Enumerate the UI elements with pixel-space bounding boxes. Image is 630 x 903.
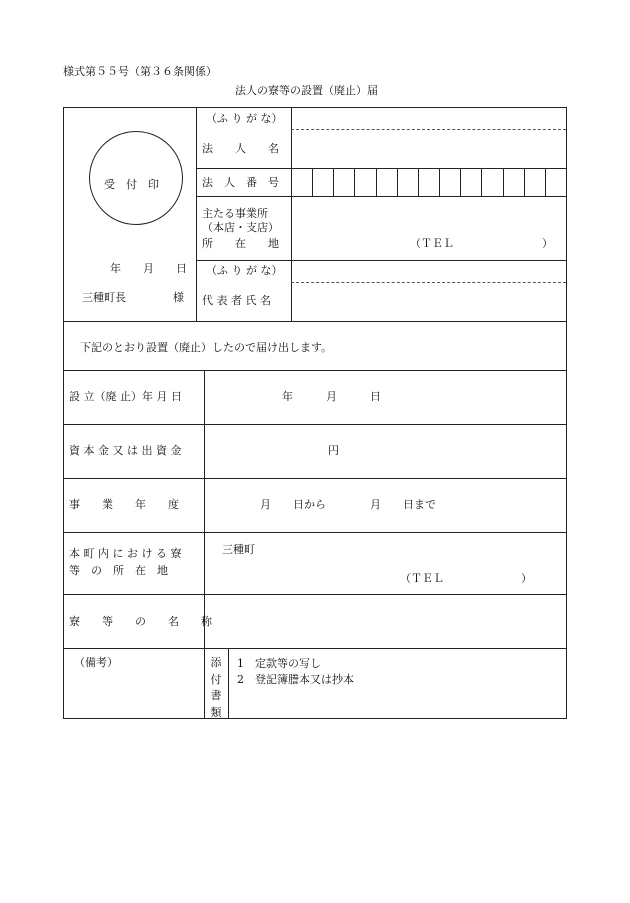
divider-lower (204, 370, 205, 719)
attach-char: 類 (210, 705, 222, 719)
row-line-corpname (196, 168, 567, 169)
corp-number-cell-divider (439, 168, 440, 196)
location-label-line2: 等 の 所 在 地 (69, 564, 168, 577)
est-date-value: 年 月 日 (282, 390, 381, 403)
furigana-divider-1 (291, 129, 566, 130)
row-line-fiscal (63, 532, 567, 533)
row-line-notice-top (63, 321, 567, 322)
office-label-line1: 主たる事業所 (202, 207, 268, 220)
attachment-heading (209, 655, 223, 721)
dorm-name-label: 寮 等 の 名 称 (69, 615, 212, 628)
attachment-item-2: 2 登記簿謄本又は抄本 (237, 673, 354, 686)
location-label-line1: 本 町 内 に お け る 寮 (69, 547, 182, 560)
furigana-label-rep: （ふ り が な） (206, 264, 283, 277)
row-line-est (63, 424, 567, 425)
attach-char: 付 (210, 672, 222, 686)
row-line-location (63, 594, 567, 595)
corp-number-cell-divider (397, 168, 398, 196)
row-line-notice-bottom (63, 370, 567, 371)
furigana-label-corp: （ふ り が な） (206, 112, 283, 125)
recipient-honorific: 様 (173, 291, 184, 304)
corp-number-cell-divider (545, 168, 546, 196)
location-town: 三種町 (222, 543, 255, 556)
attach-char: 添 (210, 656, 222, 669)
est-date-label: 設 立（廃 止）年 月 日 (69, 390, 182, 403)
divider-label-upper (291, 107, 292, 321)
attach-char: 書 (210, 689, 222, 702)
corp-number-cell-divider (376, 168, 377, 196)
form-title: 法人の寮等の設置（廃止）届 (235, 84, 378, 97)
row-line-corpnum (196, 196, 567, 197)
date-label: 年 月 日 (110, 262, 187, 275)
corp-number-cell-divider (503, 168, 504, 196)
recipient-name: 三種町長 (82, 291, 126, 304)
row-line-office (196, 260, 567, 261)
rep-name-label: 代 表 者 氏 名 (202, 294, 271, 307)
corp-number-cell-divider (460, 168, 461, 196)
corp-name-label: 法 人 名 (202, 142, 279, 155)
fiscal-value: 月 日から 月 日まで (260, 498, 436, 511)
row-line-capital (63, 478, 567, 479)
row-line-dormname (63, 648, 567, 649)
notice-text: 下記のとおり設置（廃止）したので届け出します。 (80, 341, 333, 354)
capital-label: 資 本 金 又 は 出 資 金 (69, 444, 182, 457)
remarks-label: （備考） (74, 656, 118, 669)
attachment-item-1: 1 定款等の写し (237, 657, 321, 670)
corp-number-cell-divider (312, 168, 313, 196)
form-number: 様式第５５号（第３６条関係） (63, 65, 217, 78)
corp-number-cell-divider (354, 168, 355, 196)
office-label-line2: （本店・支店） (202, 221, 279, 234)
location-tel: （ＴＥＬ ） (400, 572, 532, 585)
corp-number-label: 法 人 番 号 (202, 176, 279, 189)
office-label-line3: 所 在 地 (202, 237, 279, 250)
office-tel: （ＴＥＬ ） (410, 237, 553, 250)
furigana-divider-2 (291, 282, 566, 283)
divider-attach (228, 648, 229, 719)
corp-number-cell-divider (481, 168, 482, 196)
capital-unit: 円 (328, 444, 339, 457)
fiscal-label: 事 業 年 度 (69, 498, 179, 511)
stamp-label: 受 付 印 (104, 178, 159, 191)
corp-number-cell-divider (418, 168, 419, 196)
divider-left-upper (196, 107, 197, 321)
corp-number-cell-divider (524, 168, 525, 196)
corp-number-cell-divider (333, 168, 334, 196)
